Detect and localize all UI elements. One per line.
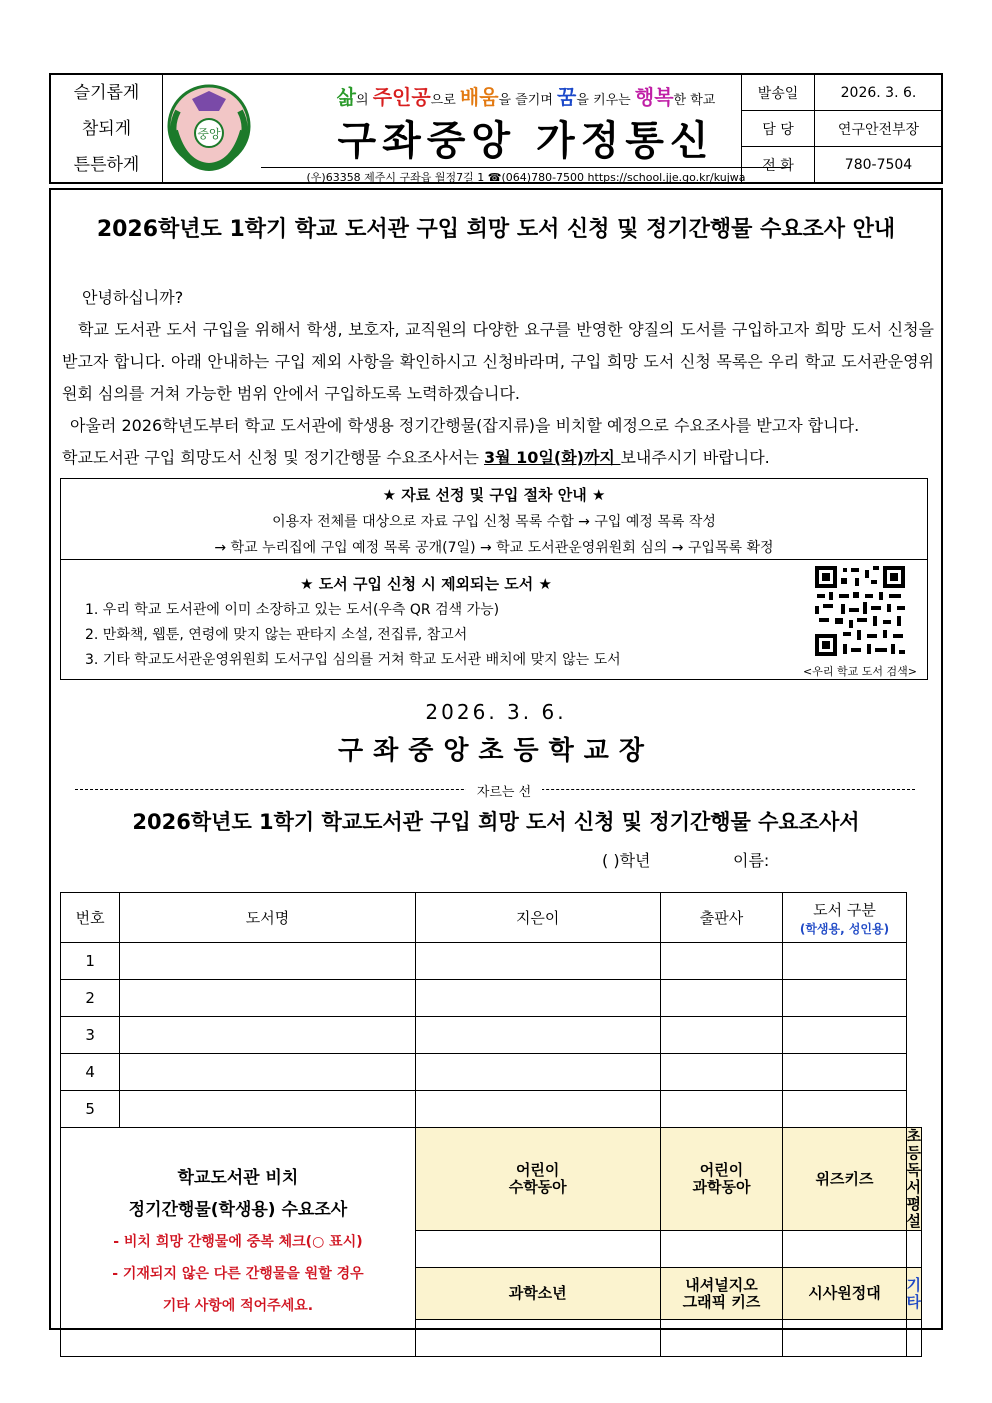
magazine-check-cell[interactable] xyxy=(906,1231,922,1268)
survey-note: - 비치 희망 간행물에 중복 체크(○ 표시) xyxy=(113,1234,363,1250)
publisher-cell[interactable] xyxy=(660,1054,783,1091)
row-number: 3 xyxy=(61,1017,120,1054)
author-cell[interactable] xyxy=(415,1054,660,1091)
slogan-text: 의 xyxy=(355,93,373,108)
info-panel xyxy=(741,75,942,182)
category-cell[interactable] xyxy=(783,1091,906,1128)
slogan-text: 을 즐기며 xyxy=(498,93,558,108)
slogan-text: 을 키우는 xyxy=(576,93,635,108)
name-field[interactable]: 이름: xyxy=(733,851,770,870)
info-row-manager xyxy=(742,111,942,147)
survey-note: 기타 사항에 적어주세요. xyxy=(162,1298,314,1314)
slogan-word: 주인공 xyxy=(372,85,431,109)
magazine-check-cell[interactable] xyxy=(415,1231,660,1268)
procedure-line: 이용자 전체를 대상으로 자료 구입 신청 목록 수합 → 구입 예정 목록 작성 xyxy=(272,514,716,530)
table-row xyxy=(61,1054,922,1091)
publisher-cell[interactable] xyxy=(660,980,783,1017)
greeting: 안녕하십니까? xyxy=(82,288,184,307)
cut-line-label: 자르는 선 xyxy=(466,781,542,800)
info-key: 전 화 xyxy=(742,147,815,183)
table-row xyxy=(61,1017,922,1054)
form-title: 2026학년도 1학기 학교도서관 구입 희망 도서 신청 및 정기간행물 수요조사서 xyxy=(132,810,860,834)
issue-date: 2026. 3. 6. xyxy=(425,700,567,724)
procedure-line: → 학교 누리집에 구입 예정 목록 공개(7일) → 학교 도서관운영위원회 심의 → 구입목록 확정 xyxy=(214,540,774,556)
author-cell[interactable] xyxy=(415,980,660,1017)
magazine-name: 어린이 수학동아 xyxy=(415,1128,660,1231)
magazine-name: 초등 독서평설 xyxy=(906,1127,921,1230)
motto-line: 슬기롭게 xyxy=(73,83,140,103)
magazine-check-cell[interactable] xyxy=(660,1320,783,1357)
exclusion-list xyxy=(85,598,621,673)
info-value: 780-7504 xyxy=(844,157,913,173)
magazine-name: 위즈키즈 xyxy=(783,1128,906,1231)
qr-caption: <우리 학교 도서 검색> xyxy=(803,665,917,678)
author-cell[interactable] xyxy=(415,1091,660,1128)
category-cell[interactable] xyxy=(783,943,906,980)
col-header-number: 번호 xyxy=(61,893,120,943)
book-title-cell[interactable] xyxy=(120,943,416,980)
publisher-cell[interactable] xyxy=(660,943,783,980)
row-number: 5 xyxy=(61,1091,120,1128)
magazine-name: 과학소년 xyxy=(415,1268,660,1320)
row-number: 2 xyxy=(61,980,120,1017)
book-title-cell[interactable] xyxy=(120,980,416,1017)
deadline: 3월 10일(화)까지 xyxy=(484,448,621,467)
school-motto xyxy=(51,75,163,182)
magazine-check-cell[interactable] xyxy=(783,1231,906,1268)
notice-paragraph-2: 아울러 2026학년도부터 학교 도서관에 학생용 정기간행물(잡지류)을 비치할 예정으로 수요조사를 받고자 합니다. xyxy=(70,416,860,435)
category-cell[interactable] xyxy=(783,980,906,1017)
info-value: 연구안전부장 xyxy=(837,121,920,138)
col-header-title: 도서명 xyxy=(120,893,416,943)
procedure-box xyxy=(60,478,928,560)
exclusion-item: 1. 우리 학교 도서관에 이미 소장하고 있는 도서(우측 QR 검색 가능) xyxy=(85,602,500,618)
magazine-check-cell[interactable] xyxy=(906,1320,922,1357)
category-note: (학생용, 성인용) xyxy=(799,921,890,936)
publisher-cell[interactable] xyxy=(660,1017,783,1054)
magazine-name: 시사원정대 xyxy=(783,1268,906,1320)
book-title-cell[interactable] xyxy=(120,1091,416,1128)
info-row-date xyxy=(742,75,942,111)
row-number: 1 xyxy=(61,943,120,980)
table-row xyxy=(61,1091,922,1128)
magazine-check-cell[interactable] xyxy=(415,1320,660,1357)
school-slogan xyxy=(261,81,791,110)
slogan-text: 한 학교 xyxy=(673,93,716,108)
exclusion-item: 3. 기타 학교도서관운영위원회 도서구입 심의를 거쳐 학교 도서관 배치에 맞지 않는 도서 xyxy=(85,652,621,668)
school-address: (우)63358 제주시 구좌읍 월정7길 1 ☎(064)780-7500 https://school.jje.go.kr/kujwa xyxy=(261,167,791,185)
col-header-category xyxy=(783,893,906,943)
col-header-publisher: 출판사 xyxy=(660,893,783,943)
table-header-row xyxy=(61,893,922,943)
table-row xyxy=(61,943,922,980)
col-header-author: 지은이 xyxy=(415,893,660,943)
slogan-word: 꿈 xyxy=(557,85,577,109)
motto-line: 참되게 xyxy=(81,119,132,139)
info-key: 발송일 xyxy=(742,75,815,110)
exclusion-box xyxy=(60,559,928,680)
deadline-prefix: 학교도서관 구입 희망도서 신청 및 정기간행물 수요조사서는 xyxy=(62,448,485,467)
category-label: 도서 구분 xyxy=(813,900,876,919)
book-title-cell[interactable] xyxy=(120,1054,416,1091)
author-cell[interactable] xyxy=(415,1017,660,1054)
category-cell[interactable] xyxy=(783,1054,906,1091)
slogan-word: 행복 xyxy=(634,85,674,109)
notice-body xyxy=(62,282,934,474)
author-cell[interactable] xyxy=(415,943,660,980)
table-row xyxy=(61,980,922,1017)
category-cell[interactable] xyxy=(783,1017,906,1054)
principal-signature: 구좌중앙초등학교장 xyxy=(337,736,655,766)
magazine-check-cell[interactable] xyxy=(660,1231,783,1268)
notice-paragraph-1: 학교 도서관 도서 구입을 위해서 학생, 보호자, 교직원의 다양한 요구를 반영한 양질의 도서를 구입하고자 희망 도서 신청을 받고자 합니다. 아래 안내하는 구입 제외 사항을 확인하시고 신청바라며, 구입 희망 도서 신청 목록은 우리 학교 도서관운영위원회 심의를 거쳐 가능한 범위 안에서 구입하도록 노력하겠습니다. xyxy=(62,320,934,403)
info-value: 2026. 3. 6. xyxy=(840,84,917,101)
slogan-text: 으로 xyxy=(430,93,460,108)
info-key: 담 당 xyxy=(742,111,815,146)
notice-paragraph-3 xyxy=(62,442,934,474)
motto-line: 튼튼하게 xyxy=(73,155,140,175)
magazine-survey-label xyxy=(61,1128,416,1357)
survey-note: - 기재되지 않은 다른 간행물을 원할 경우 xyxy=(112,1266,364,1282)
info-row-phone xyxy=(742,147,942,183)
magazine-check-cell[interactable] xyxy=(783,1320,906,1357)
procedure-title: ★ 자료 선정 및 구입 절차 안내 ★ xyxy=(382,486,606,504)
exclusion-item: 2. 만화책, 웹툰, 연령에 맞지 않는 판타지 소설, 전집류, 참고서 xyxy=(85,627,468,643)
notice-title: 2026학년도 1학기 학교 도서관 구입 희망 도서 신청 및 정기간행물 수요조사 안내 xyxy=(96,217,896,242)
exclusion-title: ★ 도서 구입 신청 시 제외되는 도서 ★ xyxy=(300,575,552,593)
magazine-name-other: 기타 xyxy=(906,1268,922,1320)
qr-code-icon[interactable] xyxy=(813,564,907,658)
magazine-name: 내셔널지오 그래픽 키즈 xyxy=(660,1268,783,1320)
school-logo xyxy=(164,81,254,171)
grade-field[interactable]: ( )학년 xyxy=(602,851,651,870)
newsletter-header xyxy=(49,73,943,184)
newsletter-title: 구좌중앙 가정통신 xyxy=(337,118,715,164)
magazine-name: 어린이 과학동아 xyxy=(660,1128,783,1231)
survey-title: 학교도서관 비치 xyxy=(177,1168,299,1188)
request-table xyxy=(60,892,922,1357)
slogan-word: 삶 xyxy=(336,85,356,109)
row-number: 4 xyxy=(61,1054,120,1091)
book-title-cell[interactable] xyxy=(120,1017,416,1054)
deadline-suffix: 보내주시기 바랍니다. xyxy=(620,448,770,467)
magazine-row-1 xyxy=(61,1128,922,1231)
slogan-word: 배움 xyxy=(459,85,499,109)
logo-text: 중앙 xyxy=(197,127,221,141)
publisher-cell[interactable] xyxy=(660,1091,783,1128)
survey-title: 정기간행물(학생용) 수요조사 xyxy=(128,1200,348,1220)
